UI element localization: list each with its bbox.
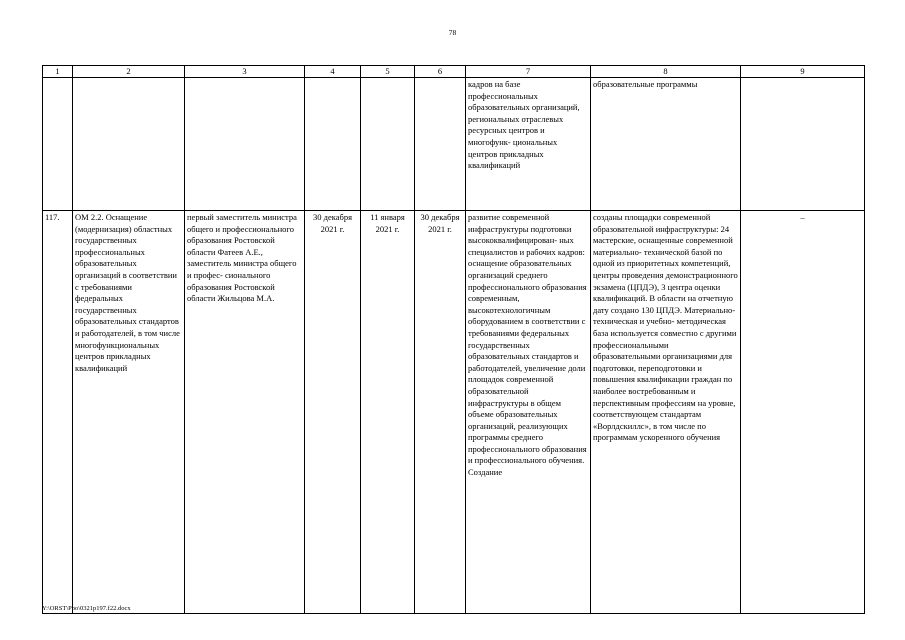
- result-actual: созданы площадки современной образовательной инфраструктуры: 24 мастерские, оснащенные современной материально- технической базой по одной из приоритетных компетенций, центры проведения демонстрационного экзамена (ЦПДЭ), 3 центра оценки квалификаций. В области на отчетную дату создано 130 ЦПДЭ. Материально- техническая и учебно- методическая база используется совместно с другими профессиональными образовательными организациями для подготовки, переподготовки и повышения квалификации граждан по наиболее востребованным и перспективным профессиям на уровне, соответствующем стандартам «Ворлдскиллс», в том числе по программам ускоренного обучения: [591, 211, 741, 614]
- responsible-persons: первый заместитель министра общего и профессионального образования Ростовской области Фатеев А.Е., заместитель министра общего и профес- сионального образования Ростовской области Жильцова М.А.: [185, 211, 305, 614]
- result-planned: развитие современной инфраструктуры подготовки высококвалифицирован- ных специалистов и рабочих кадров: оснащение образовательных организаций среднего профессионального образования современным, высокотехнологичным оборудованием в соответствии с требованиями федеральных государственных образовательных стандартов и работодателей, увеличение доли площадок современной образовательной инфраструктуры в общем объеме образовательных организаций, реализующих программы среднего профессионального образования и профессионального обучения. Создание: [466, 211, 591, 614]
- note: –: [741, 211, 865, 614]
- table-cell: [361, 78, 415, 211]
- column-number: 9: [741, 66, 865, 78]
- column-number: 4: [305, 66, 361, 78]
- column-number: 6: [415, 66, 466, 78]
- table-cell: [305, 78, 361, 211]
- report-table: [42, 65, 865, 614]
- column-number: 2: [73, 66, 185, 78]
- date-forecast: 11 января 2021 г.: [361, 211, 415, 614]
- table-cell: [43, 78, 73, 211]
- column-number-row: [43, 66, 865, 78]
- table-row-117: [43, 211, 865, 614]
- column-number: 5: [361, 66, 415, 78]
- column-number: 3: [185, 66, 305, 78]
- row-number: 117.: [43, 211, 73, 614]
- date-planned: 30 декабря 2021 г.: [305, 211, 361, 614]
- column-number: 8: [591, 66, 741, 78]
- page-number: 78: [448, 28, 457, 37]
- table-cell: [73, 78, 185, 211]
- date-actual: 30 декабря 2021 г.: [415, 211, 466, 614]
- file-path-footer: Y:\ORST\Ppo\0321p197.f22.docx: [42, 605, 131, 612]
- column-number: 7: [466, 66, 591, 78]
- measure-name: ОМ 2.2. Оснащение (модернизация) областных государственных профессиональных образовательных организаций в соответствии с требованиями федеральных государственных образовательных стандартов и работодателей, в том числе многофункциональных центров прикладных квалификаций: [73, 211, 185, 614]
- table-cell: [415, 78, 466, 211]
- table-cell: [741, 78, 865, 211]
- continued-result-planned: кадров на базе профессиональных образовательных организаций, региональных отраслевых ресурсных центров и многофунк- циональных центров прикладных квалификаций: [466, 78, 591, 211]
- column-number: 1: [43, 66, 73, 78]
- continued-row: [43, 78, 865, 211]
- continued-result-actual: образовательные программы: [591, 78, 741, 211]
- table-cell: [185, 78, 305, 211]
